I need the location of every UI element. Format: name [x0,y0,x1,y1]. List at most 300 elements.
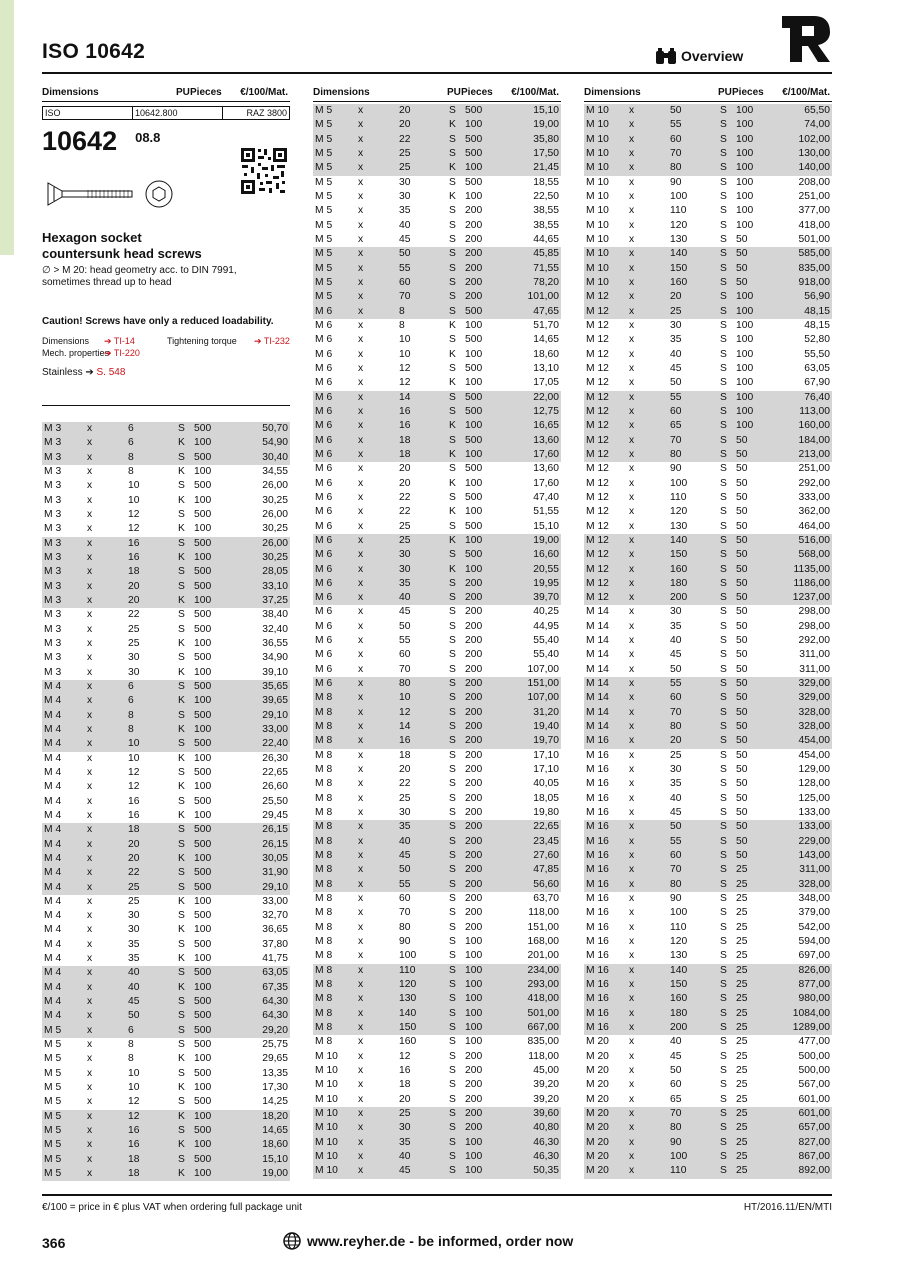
row-pieces: 25 [736,1107,748,1119]
table-row [42,838,290,852]
row-length: 70 [670,864,682,876]
row-x: x [629,964,635,976]
row-pu: K [449,563,456,575]
row-price: 18,60 [533,348,559,360]
row-size: M 8 [315,964,333,976]
info-header [42,86,290,100]
row-x: x [629,692,635,704]
torque-ref-label: Tightening torque [167,336,237,346]
row-price: 19,00 [533,534,559,546]
row-x: x [358,907,364,919]
row-pu: K [178,953,185,965]
row-x: x [629,176,635,188]
row-pieces: 50 [736,807,748,819]
row-length: 60 [670,405,682,417]
row-length: 8 [399,305,405,317]
header-pieces: Pieces [732,87,764,98]
row-pieces: 25 [736,893,748,905]
table-row [42,479,290,493]
row-price: 56,60 [533,878,559,890]
row-pieces: 500 [194,623,212,635]
row-price: 39,20 [533,1079,559,1091]
row-price: 50,35 [533,1165,559,1177]
row-size: M 3 [44,523,62,535]
row-pieces: 200 [465,649,483,661]
row-price: 55,40 [533,649,559,661]
row-length: 6 [128,1024,134,1036]
row-length: 30 [670,319,682,331]
row-price: 26,15 [262,838,288,850]
row-size: M 10 [315,1122,338,1134]
row-pieces: 200 [465,291,483,303]
row-size: M 4 [44,709,62,721]
article-number: 10642.800 [133,107,223,119]
row-size: M 3 [44,451,62,463]
website-link[interactable] [283,1232,573,1250]
product-name-line2: countersunk head screws [42,246,202,261]
row-x: x [358,893,364,905]
row-pu: K [449,162,456,174]
row-x: x [358,1022,364,1033]
row-pu: S [178,423,185,434]
row-pieces: 50 [736,821,748,833]
row-size: M 3 [44,437,62,449]
table-row [42,795,290,809]
row-length: 10 [128,480,140,492]
row-size: M 10 [586,105,609,116]
table-row [42,551,290,565]
row-pieces: 500 [465,434,483,446]
row-length: 6 [128,423,134,434]
row-size: M 5 [315,147,333,159]
row-price: 1289,00 [792,1022,830,1033]
row-pu: S [720,1050,727,1062]
row-x: x [358,778,364,790]
product-note-line1: ∅ > M 20: head geometry acc. to DIN 7991, [42,265,237,276]
row-x: x [629,678,635,690]
row-length: 20 [670,291,682,303]
row-pieces: 500 [465,133,483,145]
row-price: 44,95 [533,620,559,632]
row-size: M 4 [44,852,62,864]
table-row [313,290,561,304]
row-price: 601,00 [798,1093,830,1105]
row-pieces: 100 [465,950,483,962]
row-pieces: 200 [465,764,483,776]
table-row [584,634,832,648]
row-size: M 6 [315,377,333,389]
row-length: 60 [399,276,411,288]
row-pu: S [720,893,727,905]
row-pu: S [178,566,185,578]
row-size: M 16 [586,1022,609,1033]
row-x: x [87,494,93,506]
row-pu: S [720,105,727,116]
row-pieces: 100 [194,953,212,965]
row-length: 70 [670,1107,682,1119]
row-pu: S [449,1165,456,1177]
row-size: M 8 [315,979,333,991]
row-size: M 12 [586,391,609,403]
row-length: 55 [670,835,682,847]
row-length: 45 [399,850,411,862]
row-pu: S [449,105,456,116]
row-length: 16 [399,735,411,747]
row-pieces: 100 [465,1036,483,1048]
row-price: 38,55 [533,205,559,217]
row-pieces: 200 [465,262,483,274]
row-size: M 10 [315,1050,338,1062]
row-size: M 14 [586,635,609,647]
row-length: 8 [128,465,134,477]
row-length: 55 [399,878,411,890]
row-x: x [87,566,93,578]
row-length: 55 [670,119,682,131]
row-size: M 4 [44,895,62,907]
row-size: M 5 [315,276,333,288]
row-length: 110 [399,964,416,976]
row-size: M 6 [315,520,333,532]
row-price: 377,00 [798,205,830,217]
row-price: 17,10 [533,749,559,761]
row-price: 107,00 [527,663,559,675]
row-x: x [629,434,635,446]
row-length: 80 [670,1122,682,1134]
row-length: 40 [670,348,682,360]
table-row [313,405,561,419]
row-length: 18 [399,434,411,446]
row-size: M 16 [586,921,609,933]
row-length: 110 [670,1165,687,1177]
table-row [42,1081,290,1095]
row-price: 36,65 [262,924,288,936]
row-x: x [629,477,635,489]
row-length: 8 [128,451,134,463]
row-pieces: 100 [465,162,483,174]
row-price: 14,65 [262,1125,288,1137]
row-price: 17,30 [262,1082,288,1094]
row-pieces: 500 [194,537,212,549]
table-row [313,391,561,405]
row-length: 130 [670,520,688,532]
row-x: x [629,606,635,618]
torque-ref-link[interactable]: ➔ TI-232 [254,336,290,346]
row-length: 40 [399,835,411,847]
row-length: 30 [128,652,140,664]
overview-link[interactable] [655,46,743,66]
row-price: 15,10 [533,520,559,532]
row-x: x [358,993,364,1005]
row-pieces: 50 [736,248,748,260]
row-pu: S [720,491,727,503]
row-price: 292,00 [798,635,830,647]
table-row [313,534,561,548]
table-row [42,508,290,522]
table-row [584,1093,832,1107]
table-row [313,706,561,720]
dimensions-ref-link[interactable]: ➔ TI-14 [104,336,135,346]
table-row [584,1078,832,1092]
table-row [584,104,832,118]
row-size: M 16 [586,821,609,833]
row-length: 25 [670,749,682,761]
row-pu: K [178,1168,185,1180]
stainless-link[interactable]: S. 548 [96,367,126,378]
row-price: 22,50 [533,190,559,202]
table-row [313,1050,561,1064]
row-pieces: 100 [465,1150,483,1162]
row-pu: K [449,377,456,389]
mech-ref-link[interactable]: ➔ TI-220 [104,348,140,358]
row-x: x [87,924,93,936]
row-price: 418,00 [798,219,830,231]
row-length: 120 [670,219,688,231]
row-x: x [629,334,635,346]
qr-code-icon [240,147,288,195]
row-price: 160,00 [798,420,830,432]
row-x: x [87,1168,93,1180]
row-length: 35 [399,577,411,589]
row-price: 151,00 [527,678,559,690]
row-x: x [87,609,93,621]
table-row [584,1007,832,1021]
row-pieces: 25 [736,1022,748,1033]
row-pu: S [720,649,727,661]
table-row [313,520,561,534]
row-length: 120 [399,979,417,991]
row-x: x [87,1139,93,1151]
stainless-label: Stainless ➔ [42,367,94,378]
row-size: M 10 [586,190,609,202]
table-row [584,118,832,132]
row-size: M 12 [586,506,609,518]
row-length: 20 [128,852,140,864]
row-x: x [87,523,93,535]
row-size: M 3 [44,594,62,606]
row-size: M 8 [315,749,333,761]
row-pu: K [178,523,185,535]
row-pieces: 50 [736,491,748,503]
row-pu: S [720,162,727,174]
table-row [42,737,290,751]
row-size: M 5 [44,1168,62,1180]
row-pieces: 100 [194,752,212,764]
row-x: x [629,807,635,819]
row-pu: S [178,1153,185,1165]
table-row [313,978,561,992]
table-row [584,749,832,763]
row-pu: K [178,465,185,477]
row-length: 25 [399,147,411,159]
row-x: x [629,1136,635,1148]
table-column-1 [42,420,290,1181]
table-row [584,706,832,720]
row-length: 25 [399,162,411,174]
row-pieces: 200 [465,864,483,876]
row-price: 101,00 [527,291,559,303]
row-size: M 12 [586,563,609,575]
table-row [313,219,561,233]
table-row [313,362,561,376]
row-size: M 14 [586,606,609,618]
row-pieces: 50 [736,649,748,661]
row-x: x [629,305,635,317]
row-length: 80 [399,921,411,933]
row-x: x [629,936,635,948]
row-x: x [629,534,635,546]
row-length: 60 [670,692,682,704]
table-row [313,1007,561,1021]
row-pu: S [178,623,185,635]
row-pu: S [449,362,456,374]
row-price: 311,00 [799,663,830,675]
row-size: M 12 [586,405,609,417]
table-row [584,1136,832,1150]
row-size: M 20 [586,1050,609,1062]
row-size: M 4 [44,738,62,750]
row-pieces: 100 [736,162,754,174]
row-size: M 10 [586,248,609,260]
ref-row-2 [42,347,290,359]
row-price: 328,00 [798,706,830,718]
table-row [313,663,561,677]
row-x: x [629,721,635,733]
row-pu: K [449,448,456,460]
table-rows [584,104,832,1179]
row-pieces: 50 [736,663,748,675]
row-size: M 6 [315,334,333,346]
row-length: 60 [670,850,682,862]
row-size: M 16 [586,778,609,790]
row-pieces: 200 [465,606,483,618]
row-size: M 14 [586,620,609,632]
row-pieces: 100 [465,190,483,202]
row-pu: S [720,1022,727,1033]
row-price: 25,50 [262,795,288,807]
row-length: 16 [128,537,140,549]
row-x: x [87,1067,93,1079]
row-x: x [629,362,635,374]
table-row [42,422,290,436]
row-pu: S [449,692,456,704]
row-x: x [358,434,364,446]
row-length: 80 [670,878,682,890]
row-pieces: 100 [194,1139,212,1151]
row-size: M 10 [586,162,609,174]
row-pu: S [178,1024,185,1036]
row-x: x [629,749,635,761]
row-pieces: 50 [736,764,748,776]
row-pieces: 25 [736,1064,748,1076]
row-x: x [358,878,364,890]
row-pu: K [449,420,456,432]
table-row [42,1052,290,1066]
row-pieces: 50 [736,549,748,561]
table-row [313,477,561,491]
row-x: x [358,663,364,675]
row-x: x [358,692,364,704]
row-price: 107,00 [527,692,559,704]
row-price: 29,10 [262,881,288,893]
row-pieces: 200 [465,807,483,819]
row-pu: S [449,463,456,475]
row-price: 22,40 [262,738,288,750]
row-pieces: 200 [465,635,483,647]
row-x: x [87,910,93,922]
row-pieces: 100 [465,1022,483,1033]
row-price: 46,30 [533,1150,559,1162]
row-pu: K [178,1082,185,1094]
row-x: x [629,649,635,661]
row-x: x [629,979,635,991]
row-size: M 8 [315,835,333,847]
row-x: x [87,508,93,520]
row-pu: S [720,319,727,331]
row-price: 143,00 [798,850,830,862]
row-pieces: 25 [736,950,748,962]
row-pieces: 100 [465,477,483,489]
row-price: 45,85 [533,248,559,260]
row-size: M 5 [315,262,333,274]
row-pieces: 100 [465,119,483,131]
table-row [42,680,290,694]
row-length: 14 [399,721,411,733]
row-pu: S [720,463,727,475]
row-price: 46,30 [533,1136,559,1148]
table-row [42,766,290,780]
row-length: 30 [399,1122,411,1134]
row-pu: S [720,190,727,202]
row-price: 293,00 [527,979,559,991]
row-x: x [358,649,364,661]
table-row [584,892,832,906]
table-row [42,1124,290,1138]
row-price: 47,65 [533,305,559,317]
row-size: M 5 [44,1067,62,1079]
row-length: 25 [399,792,411,804]
row-size: M 20 [586,1036,609,1048]
row-price: 17,10 [533,764,559,776]
row-length: 16 [399,1064,411,1076]
row-pieces: 100 [465,936,483,948]
row-length: 20 [399,764,411,776]
row-size: M 5 [44,1024,62,1036]
row-x: x [87,1010,93,1022]
row-length: 6 [128,680,134,692]
row-x: x [358,463,364,475]
row-pu: S [449,262,456,274]
row-length: 140 [399,1007,417,1019]
row-price: 37,80 [262,938,288,950]
table-row [584,648,832,662]
row-pu: S [720,792,727,804]
row-length: 25 [128,895,140,907]
row-price: 18,20 [262,1110,288,1122]
row-pieces: 100 [736,377,754,389]
row-size: M 8 [315,950,333,962]
row-length: 40 [670,1036,682,1048]
table-row [584,949,832,963]
table-row [584,1064,832,1078]
row-price: 56,90 [804,291,830,303]
row-price: 47,85 [533,864,559,876]
row-length: 55 [399,635,411,647]
table-row [584,577,832,591]
header-dimensions: Dimensions [584,87,641,98]
row-x: x [87,1096,93,1108]
row-length: 12 [128,1096,140,1108]
row-size: M 20 [586,1165,609,1177]
